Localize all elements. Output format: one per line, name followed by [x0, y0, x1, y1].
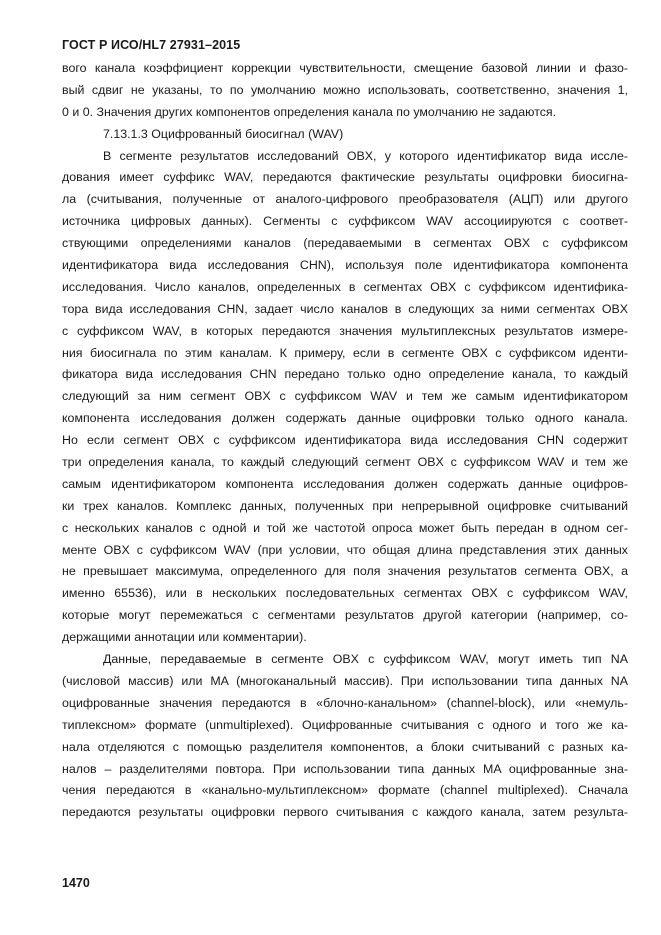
text-line: которые могут перемежаться с сегментами результатов другой категории (например, со- — [62, 608, 628, 623]
text-line: не превышает максимума, определенного для поля значения результатов сегмента OBX, а — [62, 564, 628, 579]
text-line: тора вида исследования CHN, задает число каналов в следующих за ними сегментах OBX — [62, 301, 628, 316]
text-line: с суффиксом WAV, в которых передаются значения мультиплексных результатов измере- — [62, 323, 628, 338]
standard-header: ГОСТ Р ИСО/HL7 27931–2015 — [62, 38, 241, 52]
text-line: типлексном» формате (unmultiplexed). Оцифрованные считывания с одного и того же ка- — [62, 717, 628, 732]
text-line: исследования. Число каналов, определенных в сегментах OBX с суффиксом идентифика- — [62, 279, 628, 294]
text-line: три определения канала, то каждый следующий сегмент OBX с суффиксом WAV и тем же — [62, 455, 628, 470]
text-line: вый сдвиг не указаны, то по умолчанию можно использовать, соответственно, значения 1, — [62, 82, 628, 97]
body-text — [62, 58, 628, 824]
text-line: компонента исследования должен содержать данные оцифровки только одного канала. — [62, 411, 628, 426]
text-line: 0 и 0. Значения других компонентов определения канала по умолчанию не задаются. — [62, 104, 557, 119]
text-line: держащими аннотации или комментарии). — [62, 630, 307, 645]
text-line: с нескольких каналов с одной и той же частотой опроса может быть передан в одном сег- — [62, 520, 628, 535]
text-line: чения передаются в «канально-мультиплексном» формате (channel multiplexed). Сначала — [62, 783, 628, 798]
text-line: вого канала коэффициент коррекции чувствительности, смещение базовой линии и фазо- — [62, 61, 628, 75]
text-line: Но если сегмент OBX с суффиксом идентификатора вида исследования CHN содержит — [62, 433, 628, 448]
text-line: менте OBX с суффиксом WAV (при условии, что общая длина представления этих данных — [62, 542, 628, 557]
text-line: ла (считывания, полученные от аналого-цифрового преобразователя (АЦП) или другого — [62, 192, 628, 207]
text-line: следующий за ним сегмент OBX с суффиксом WAV и тем же самым идентификатором — [62, 389, 628, 404]
text-line: именно 65536), или в нескольких последовательных сегментах OBX с суффиксом WAV, — [62, 586, 628, 601]
text-line: 7.13.1.3 Оцифрованный биосигнал (WAV) — [103, 126, 344, 141]
text-line: Данные, передаваемые в сегменте OBX с суффиксом WAV, могут иметь тип NA — [103, 652, 628, 667]
text-line: фикатора вида исследования CHN передано только одно определение канала, то каждый — [62, 367, 628, 382]
text-line: В сегменте результатов исследований OBX, у которого идентификатор вида иссле- — [103, 148, 628, 163]
text-line: идентификатора вида исследования CHN), используя поле идентификатора компонента — [62, 258, 628, 273]
text-line: ствующими определениями каналов (передаваемыми в сегментах OBX с суффиксом — [62, 236, 628, 251]
text-line: ния биосигнала по этим каналам. К примеру, если в сегменте OBX с суффиксом иденти- — [62, 345, 628, 360]
text-line: дования имеет суффикс WAV, передаются фактические результаты оцифровки биосигна- — [62, 170, 628, 185]
text-line: самым идентификатором компонента исследования должен содержать данные оцифров- — [62, 476, 628, 491]
text-line: (числовой массив) или MA (многоканальный массив). При использовании типа данных NA — [62, 673, 628, 688]
text-line: передаются результаты оцифровки первого считывания с каждого канала, затем результа- — [62, 805, 628, 820]
text-line: источника цифровых данных). Сегменты с суффиксом WAV ассоциируются с соответ- — [62, 214, 628, 229]
text-line: налов – разделителями повтора. При использовании типа данных MA оцифрованные зна- — [62, 761, 628, 776]
text-line: ки трех каналов. Комплекс данных, полученных при непрерывной оцифровке считываний — [62, 498, 628, 513]
page-number: 1470 — [62, 876, 90, 890]
text-line: нала отделяются с помощью разделителя компонентов, а блоки считываний с разных ка- — [62, 739, 628, 754]
text-line: оцифрованные значения передаются в «блочно-канальном» (channel-block), или «немуль- — [62, 695, 628, 710]
